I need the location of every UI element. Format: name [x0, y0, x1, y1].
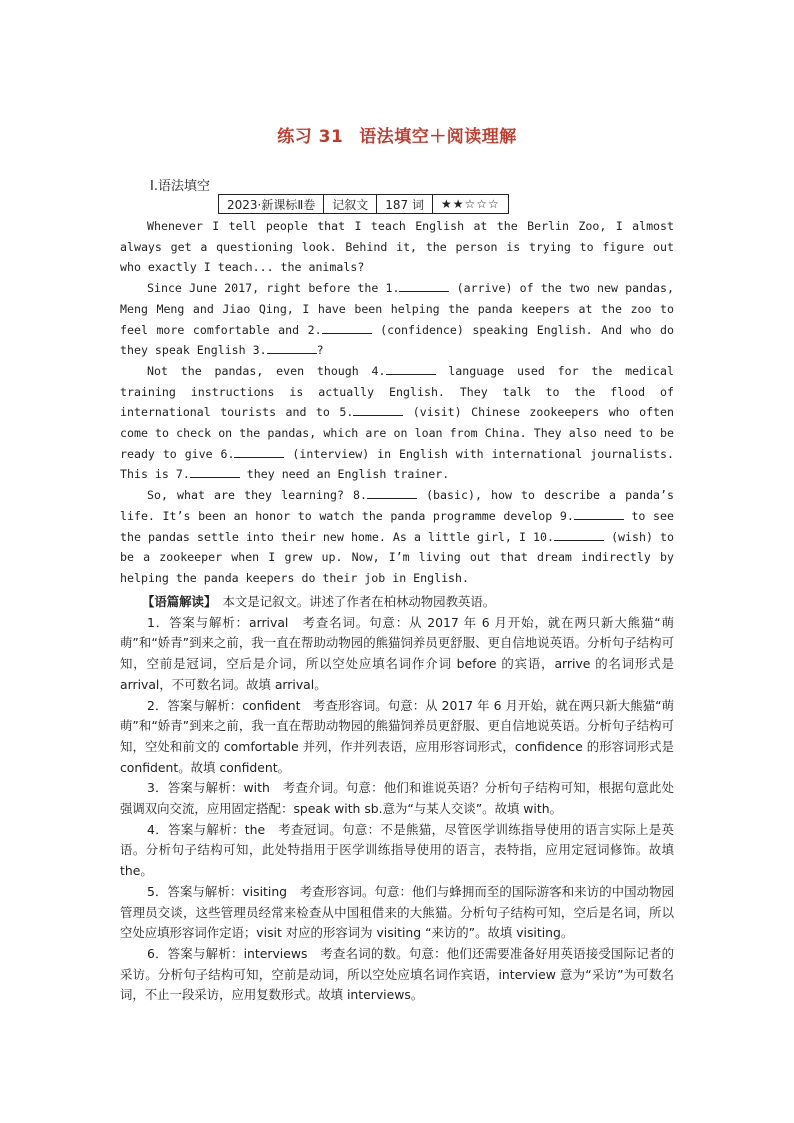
paragraph-text: Whenever I tell people that I teach English at the Berlin Zoo, I almost always get a questioning look. Behind it, the person is trying to figure out who exactly I teach... the animals? — [120, 219, 674, 275]
passage-paragraph — [120, 278, 674, 361]
analysis-label: 【语篇解读】 — [142, 594, 211, 609]
paragraph-text: they need an English trainer. — [239, 467, 450, 482]
passage-paragraph — [120, 361, 674, 485]
answer-item-6: 6．答案与解析：interviews 考查名词的数。句意：他们还需要准备好用英语接受国际记者的采访。分析句子结构可知，空前是动词，所以空处应填名词作宾语，interview 意为“采访”为可数名词，不止一段采访，应用复数形式。故填 interviews。 — [120, 945, 674, 1003]
paragraph-text: (basic), how to describe a panda’s life. It’s been an honor to watch the panda programme develop 9. — [120, 488, 674, 523]
paragraph-text: So, what are they learning? 8. — [147, 488, 367, 503]
blank-7 — [190, 465, 240, 478]
blank-5 — [353, 403, 403, 416]
exercise-title: 语法填空＋阅读理解 — [359, 127, 517, 147]
answer-item-3: 3．答案与解析：with 考查介词。句意：他们和谁说英语？分析句子结构可知，根据句意此处强调双向交流，应用固定搭配：speak with sb.意为“与某人交谈”。故填 with。 — [120, 780, 674, 817]
blank-10 — [554, 528, 604, 541]
blank-8 — [367, 486, 417, 499]
analysis-summary — [120, 592, 674, 613]
paragraph-text: (confidence) speaking English. And who do they speak English 3. — [120, 322, 674, 358]
word-count-cell: 187 词 — [377, 195, 433, 214]
exercise-number: 练习 31 — [277, 127, 344, 147]
blank-3 — [267, 341, 317, 354]
genre-cell: 记叙文 — [324, 195, 377, 214]
passage-paragraph — [120, 485, 674, 589]
paragraph-text: (wish) to be a zookeeper when I grew up. Now, I’m living out that dream indirectly by helping the panda keepers do their job in English. — [120, 529, 674, 585]
passage-paragraph — [120, 216, 674, 278]
blank-4 — [386, 362, 436, 375]
reading-passage — [120, 216, 674, 589]
paragraph-text: language used for the medical training instructions is actually English. They talk to the flood of international tourists and to 5. — [120, 363, 674, 420]
blank-9 — [574, 507, 624, 520]
paragraph-text: Since June 2017, right before the 1. — [147, 281, 400, 296]
answer-item-1: 1．答案与解析：arrival 考查名词。句意：从 2017 年 6 月开始，就在两只新大熊猫“萌萌”和“娇青”到来之前，我一直在帮助动物园的熊猫饲养员更舒服、更自信地说英语。分析句子结构可知，空前是冠词，空后是介词，所以空处应填名词作介词 before 的宾语，arrive 的名词形式是 arrival，不可数名词。故填 arrival。 — [120, 614, 674, 692]
paragraph-text: (arrive) of the two new pandas, Meng Meng and Jiao Qing, I have been helping the panda keepers at the zoo to feel more comfortable and 2. — [120, 281, 674, 337]
blank-1 — [399, 279, 449, 292]
paragraph-text: to see the pandas settle into their new home. As a little girl, I 10. — [120, 508, 674, 544]
source-cell: 2023·新课标Ⅱ卷 — [219, 195, 324, 214]
paragraph-text: Not the pandas, even though 4. — [147, 363, 386, 378]
difficulty-rating: ★★☆☆☆ — [433, 195, 509, 214]
paragraph-text: (visit) Chinese zookeepers who often come to check on the pandas, which are on loan from China. They also need to be ready to give 6. — [120, 405, 674, 461]
answer-analysis — [120, 592, 674, 1006]
answer-item-2: 2．答案与解析：confident 考查形容词。句意：从 2017 年 6 月开始，就在两只新大熊猫“萌萌”和“娇青”到来之前，我一直在帮助动物园的熊猫饲养员更舒服、更自信地说英语。分析句子结构可知，空处和前文的 comfortable 并列，作并列表语，应用形容词形式，confidence 的形容词形式是 confident。故填 confident。 — [120, 697, 674, 775]
page-title — [0, 122, 794, 147]
paragraph-text: (interview) in English with international journalists. This is 7. — [120, 446, 674, 482]
blank-6 — [234, 445, 284, 458]
blank-2 — [322, 321, 372, 334]
paragraph-text: ? — [316, 343, 324, 358]
section-heading: Ⅰ.语法填空 — [150, 179, 210, 194]
summary-text: 本文是记叙文。讲述了作者在柏林动物园教英语。 — [210, 594, 496, 609]
answer-item-4: 4．答案与解析：the 考查冠词。句意：不是熊猫，尽管医学训练指导使用的语言实际上是英语。分析句子结构可知，此处特指用于医学训练指导使用的语言，表特指，应用定冠词修饰。故填 the。 — [120, 821, 674, 879]
answer-item-5: 5．答案与解析：visiting 考查形容词。句意：他们与蜂拥而至的国际游客和来访的中国动物园管理员交谈，这些管理员经常来检查从中国租借来的大熊猫。分析句子结构可知，空后是名词，所以空处应填形容词作定语；visit 对应的形容词为 visiting “来访的”。故填 visiting。 — [120, 883, 674, 941]
source-info-table — [218, 194, 509, 214]
